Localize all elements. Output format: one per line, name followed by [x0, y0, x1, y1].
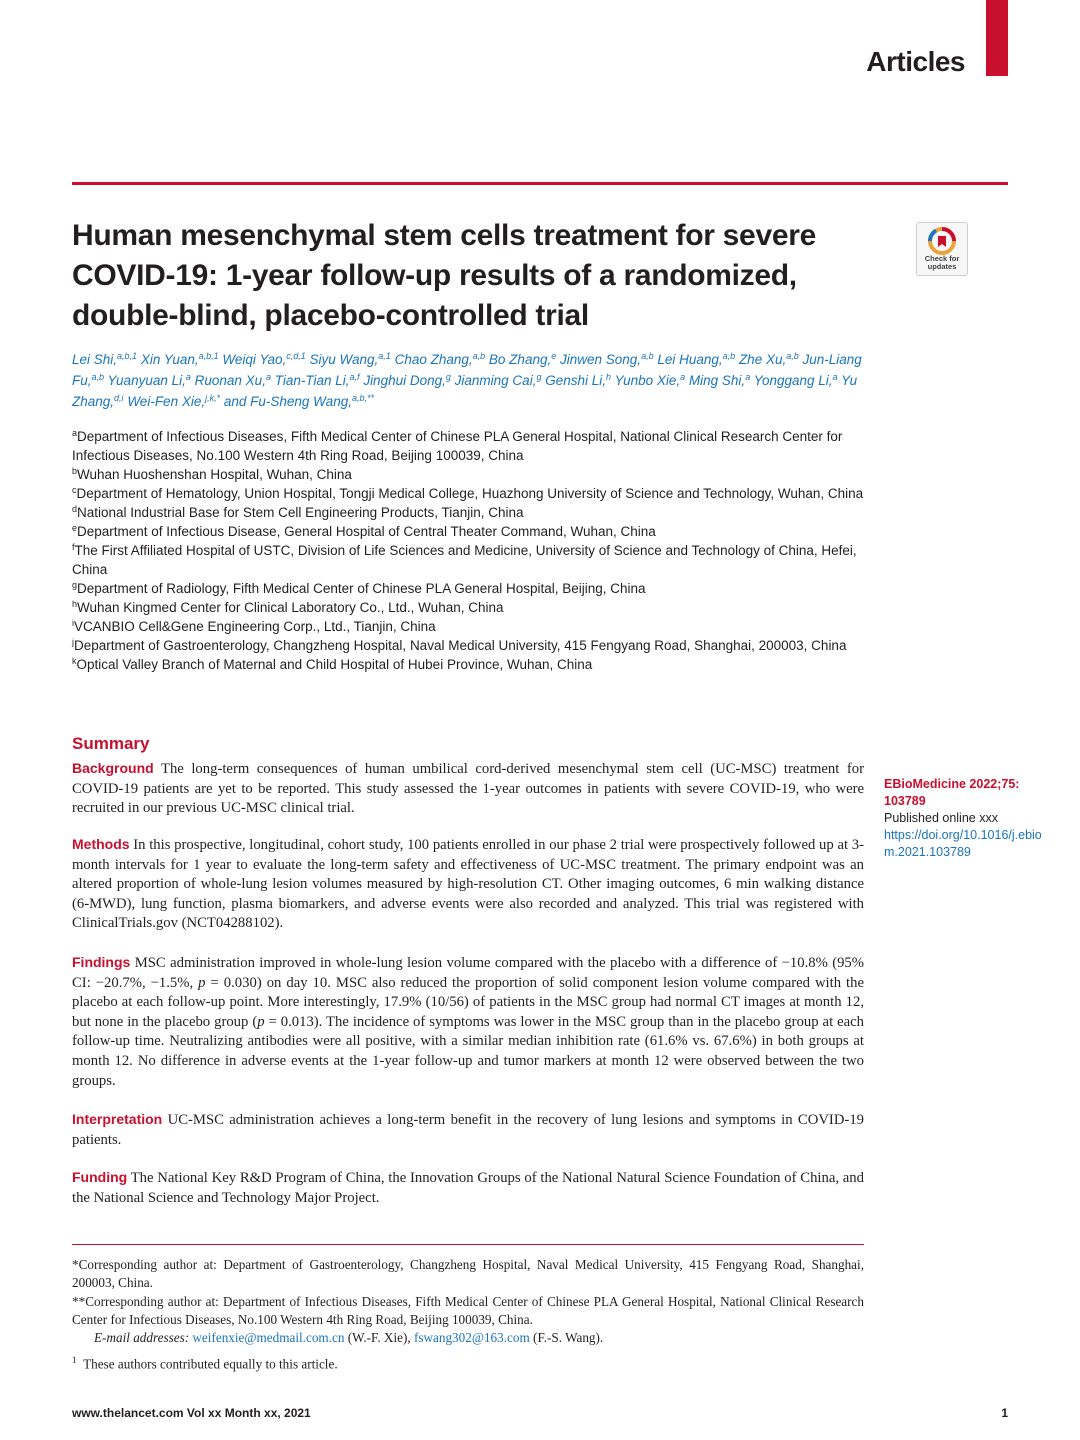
equal-contribution-note: $^1$ These authors contributed equally to this article.	[72, 1355, 338, 1372]
check-for-updates-icon	[928, 227, 956, 255]
author[interactable]: Siyu Wang,$^{a,1}$	[309, 351, 391, 367]
summary-funding: Funding The National Key R&D Program of China, the Innovation Groups of the National Natural Science Foundation of China, and the National Science and Technology Major Project.	[72, 1169, 864, 1206]
affiliation: $^b$Wuhan Huoshenshan Hospital, Wuhan, China	[72, 466, 352, 482]
summary-methods: Methods In this prospective, longitudinal, cohort study, 100 patients enrolled in our phase 2 trial were prospectively followed up at 3-month intervals for 1 year to evaluate the long-term safety and effectiveness of UC-MSC treatment. The primary endpoint was an altered proportion of whole-lung lesion volumes measured by high-resolution CT. Other imaging outcomes, 6 min walking distance (6-MWD), lung function, plasma biomarkers, and adverse events were also recorded and analyzed. This trial was registered with ClinicalTrials.gov (NCT04288102).	[72, 836, 864, 932]
interpretation-label: Interpretation	[72, 1111, 163, 1127]
author[interactable]: Weiqi Yao,$^{c,d,1}$	[222, 351, 306, 367]
author[interactable]: Bo Zhang,$^e$	[488, 351, 557, 367]
footnotes	[72, 1256, 864, 1374]
affiliation: $^e$Department of Infectious Disease, General Hospital of Central Theater Command, Wuhan, China	[72, 523, 656, 539]
author[interactable]: Ruonan Xu,$^a$	[194, 372, 271, 388]
author[interactable]: Yonggang Li,$^a$	[753, 372, 838, 388]
published-online: Published online xxx	[884, 811, 998, 825]
author[interactable]: Xin Yuan,$^{a,b,1}$	[140, 351, 219, 367]
affiliation: $^c$Department of Hematology, Union Hospital, Tongji Medical College, Huazhong University of Science and Technology, Wuhan, China	[72, 485, 864, 501]
author[interactable]: Lei Shi,$^{a,b,1}$	[72, 351, 138, 367]
author[interactable]: Zhe Xu,$^{a,b}$	[738, 351, 799, 367]
author-list	[72, 349, 872, 412]
methods-label: Methods	[72, 836, 130, 852]
email-addresses: E-mail addresses: weifenxie@medmail.com.cn (W.-F. Xie), fswang302@163.com (F.-S. Wang).	[94, 1330, 604, 1346]
email-link-wang[interactable]: fswang302@163.com	[413, 1330, 530, 1346]
affiliation: $^k$Optical Valley Branch of Maternal and Child Hospital of Hubei Province, Wuhan, China	[72, 656, 593, 672]
author[interactable]: Genshi Li,$^h$	[545, 372, 612, 388]
affiliation: $^f$The First Affiliated Hospital of USTC, Division of Life Sciences and Medicine, University of Science and Technology of China, Hefei, China	[72, 542, 857, 577]
author[interactable]: Jun-Liang Fu,$^{a,b}$	[72, 352, 862, 388]
author[interactable]: Chao Zhang,$^{a,b}$	[394, 351, 486, 367]
funding-label: Funding	[72, 1169, 128, 1185]
author[interactable]: Wei-Fen Xie,$^{j,k,*}$	[127, 393, 221, 409]
journal-citation: EBioMedicine 2022;75: 103789	[884, 777, 1020, 808]
footnote-rule	[72, 1244, 864, 1245]
section-label: Articles	[866, 46, 965, 77]
summary-interpretation: Interpretation UC-MSC administration achieves a long-term benefit in the recovery of lung lesions and symptoms in COVID-19 patients.	[72, 1111, 865, 1148]
journal-info	[884, 776, 1044, 861]
affiliation: $^j$Department of Gastroenterology, Changzheng Hospital, Naval Medical University, 415 Fengyang Road, Shanghai, 200003, China	[72, 637, 847, 653]
page-number: 1	[1001, 1406, 1008, 1420]
footer-journal-url[interactable]: www.thelancet.com Vol xx Month xx, 2021	[72, 1406, 311, 1420]
author[interactable]: Tian-Tian Li,$^{a,f}$	[274, 372, 360, 388]
affiliation: $^a$Department of Infectious Diseases, Fifth Medical Center of Chinese PLA General Hospital, National Clinical Research Center for Infectious Diseases, No.100 Western 4th Ring Road, Beijing 100039, China	[72, 428, 843, 463]
background-label: Background	[72, 760, 154, 776]
author[interactable]: Jinwen Song,$^{a,b}$	[560, 351, 654, 367]
affiliation: $^i$VCANBIO Cell&Gene Engineering Corp., Ltd., Tianjin, China	[72, 618, 436, 634]
author[interactable]: Lei Huang,$^{a,b}$	[657, 351, 736, 367]
author[interactable]: Yu Zhang,$^{d,i}$	[72, 373, 858, 409]
summary-background: Background The long-term consequences of human umbilical cord-derived mesenchymal stem cell (UC-MSC) treatment for COVID-19 patients are yet to be reported. This study assessed the 1-year outcomes in patients with severe COVID-19, who were recruited in our previous UC-MSC clinical trial.	[72, 760, 864, 817]
affiliation: $^d$National Industrial Base for Stem Cell Engineering Products, Tianjin, China	[72, 504, 524, 520]
affiliation: $^g$Department of Radiology, Fifth Medical Center of Chinese PLA General Hospital, Beijing, China	[72, 580, 646, 596]
summary-heading: Summary	[72, 734, 150, 753]
header-rule	[72, 182, 1008, 185]
corresponding-author-1: *Corresponding author at: Department of Gastroenterology, Changzheng Hospital, Naval Medical University, 415 Fengyang Road, Shanghai, 200003, China.	[72, 1257, 864, 1291]
check-for-updates-label: Check for updates	[924, 254, 960, 271]
affiliation-list	[72, 427, 872, 674]
doi-link[interactable]: https://doi.org/10.1016/j.ebiom.2021.103789	[884, 828, 1042, 859]
author[interactable]: Yuanyuan Li,$^a$	[107, 372, 191, 388]
check-for-updates-badge[interactable]	[916, 222, 968, 276]
section-color-tab	[986, 0, 1008, 76]
article-title: Human mesenchymal stem cells treatment for severe COVID-19: 1-year follow-up results of a randomized, double-blind, placebo-controlled trial	[72, 219, 816, 332]
summary-findings: Findings MSC administration improved in whole-lung lesion volume compared with the placebo with a difference of −10.8% (95% CI: −20.7%, −1.5%, p = 0.030) on day 10. MSC also reduced the proportion of solid component lesion volume compared with the placebo at each follow-up point. More interestingly, 17.9% (10/56) of patients in the MSC group had normal CT images at month 12, but none in the placebo group (p = 0.013). The incidence of symptoms was lower in the MSC group than in the placebo group at each follow-up time. Neutralizing antibodies were all positive, with a similar median inhibition rate (61.6% vs. 67.6%) in both groups at month 12. No difference in adverse events at the 1-year follow-up and tumor markers at month 12 were observed between the two groups.	[72, 954, 865, 1089]
email-link-xie[interactable]: weifenxie@medmail.com.cn	[192, 1330, 345, 1346]
author[interactable]: and Fu-Sheng Wang,$^{a,b,**}$	[223, 393, 374, 409]
findings-label: Findings	[72, 954, 131, 970]
author[interactable]: Jianming Cai,$^g$	[454, 372, 542, 388]
author[interactable]: Jinghui Dong,$^g$	[363, 372, 451, 388]
author[interactable]: Yunbo Xie,$^a$	[614, 372, 686, 388]
corresponding-author-2: **Corresponding author at: Department of Infectious Diseases, Fifth Medical Center of Chinese PLA General Hospital, National Clinical Research Center for Infectious Diseases, No.100 Western 4th Ring Road, Beijing 100039, China.	[72, 1293, 864, 1327]
author[interactable]: Ming Shi,$^a$	[688, 372, 751, 388]
affiliation: $^h$Wuhan Kingmed Center for Clinical Laboratory Co., Ltd., Wuhan, China	[72, 599, 504, 615]
